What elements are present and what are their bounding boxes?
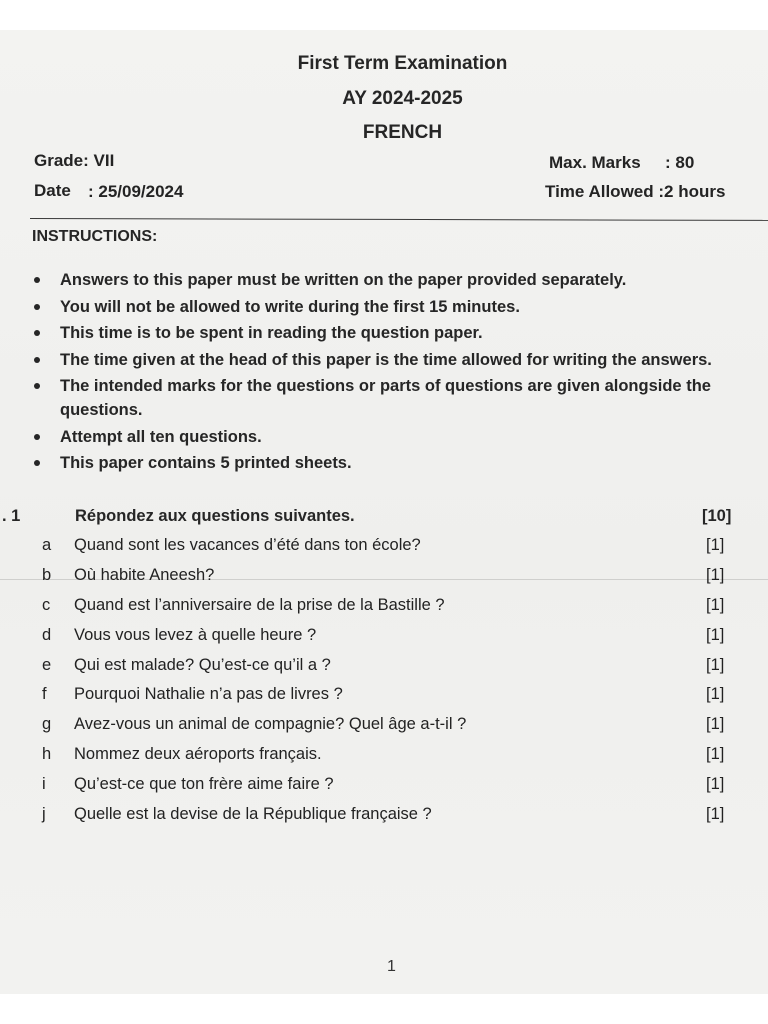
subquestion-text: Nommez deux aéroports français. xyxy=(74,745,322,764)
bullet-icon xyxy=(34,277,40,283)
subquestion-marks: [1] xyxy=(706,655,725,674)
subquestion-text: Qu’est-ce que ton frère aime faire ? xyxy=(74,775,334,794)
subquestion-row xyxy=(0,626,768,656)
subquestion-letter: b xyxy=(42,565,52,584)
header-divider xyxy=(30,218,768,221)
question-number: . 1 xyxy=(2,507,21,525)
subject-title: FRENCH xyxy=(362,122,443,143)
grade-label: Grade: VII xyxy=(34,151,115,170)
academic-year: AY 2024-2025 xyxy=(342,88,463,109)
subquestion-letter: h xyxy=(42,745,52,764)
subquestion-marks: [1] xyxy=(706,565,725,584)
subquestion-marks: [1] xyxy=(706,715,725,734)
instruction-item: This time is to be spent in reading the question paper. xyxy=(30,321,768,345)
question-text: Répondez aux questions suivantes. xyxy=(75,507,355,525)
max-marks-value: : 80 xyxy=(665,153,695,172)
time-allowed: Time Allowed :2 hours xyxy=(545,182,726,201)
instruction-item: The intended marks for the questions or parts of questions are given alongside the questions. xyxy=(30,374,768,422)
exam-title: First Term Examination xyxy=(297,53,508,74)
subquestion-letter: d xyxy=(42,625,52,644)
bullet-icon xyxy=(34,434,40,440)
subquestion-text: Où habite Aneesh? xyxy=(74,565,215,584)
subquestion-marks: [1] xyxy=(706,536,725,554)
question-marks: [10] xyxy=(702,507,732,525)
subquestion-marks: [1] xyxy=(706,595,725,614)
subquestion-row xyxy=(0,566,768,596)
page-number: 1 xyxy=(387,958,396,975)
subquestion-marks: [1] xyxy=(706,805,725,824)
subquestion-row xyxy=(0,715,768,745)
subquestion-text: Vous vous levez à quelle heure ? xyxy=(74,625,317,644)
subquestion-row xyxy=(0,775,768,805)
subquestion-letter: a xyxy=(42,536,52,554)
subquestion-text: Avez-vous un animal de compagnie? Quel âge a-t-il ? xyxy=(74,715,467,734)
subquestion-text: Quand sont les vacances d’été dans ton école? xyxy=(74,536,421,554)
subquestion-text: Quand est l’anniversaire de la prise de la Bastille ? xyxy=(74,595,445,614)
subquestion-text: Qui est malade? Qu’est-ce qu’il a ? xyxy=(74,655,331,674)
subquestion-letter: i xyxy=(42,775,46,794)
exam-paper xyxy=(0,30,768,994)
instructions-list xyxy=(30,268,768,478)
subquestion-row xyxy=(0,536,768,566)
instructions-heading: INSTRUCTIONS: xyxy=(32,228,158,245)
subquestion-marks: [1] xyxy=(706,775,725,794)
subquestion-text: Quelle est la devise de la République française ? xyxy=(74,805,432,824)
bullet-icon xyxy=(34,460,40,466)
instruction-item: The time given at the head of this paper is the time allowed for writing the answers. xyxy=(30,348,768,372)
instruction-item: You will not be allowed to write during the first 15 minutes. xyxy=(30,295,768,319)
subquestion-row xyxy=(0,656,768,686)
subquestion-letter: j xyxy=(42,805,46,824)
subquestion-marks: [1] xyxy=(706,745,725,764)
subquestion-letter: g xyxy=(42,715,52,734)
subquestion-row xyxy=(0,685,768,715)
subquestion-marks: [1] xyxy=(706,685,725,704)
date-value: : 25/09/2024 xyxy=(88,182,184,201)
subquestion-text: Pourquoi Nathalie n’a pas de livres ? xyxy=(74,685,343,704)
bullet-icon xyxy=(34,304,40,310)
subquestion-row xyxy=(0,745,768,775)
subquestion-marks: [1] xyxy=(706,625,725,644)
subquestion-letter: f xyxy=(42,685,47,704)
instruction-item: Answers to this paper must be written on the paper provided separately. xyxy=(30,268,768,292)
subquestion-list xyxy=(0,536,768,835)
subquestion-row xyxy=(0,596,768,626)
subquestion-row xyxy=(0,805,768,835)
bullet-icon xyxy=(34,357,40,363)
subquestion-letter: c xyxy=(42,595,51,614)
instruction-item: Attempt all ten questions. xyxy=(30,425,768,449)
question-1-header xyxy=(0,507,768,531)
bullet-icon xyxy=(34,383,40,389)
max-marks-label: Max. Marks xyxy=(549,153,641,172)
subquestion-letter: e xyxy=(42,655,52,674)
instruction-item: This paper contains 5 printed sheets. xyxy=(30,451,768,475)
bullet-icon xyxy=(34,330,40,336)
date-label: Date xyxy=(34,181,71,200)
